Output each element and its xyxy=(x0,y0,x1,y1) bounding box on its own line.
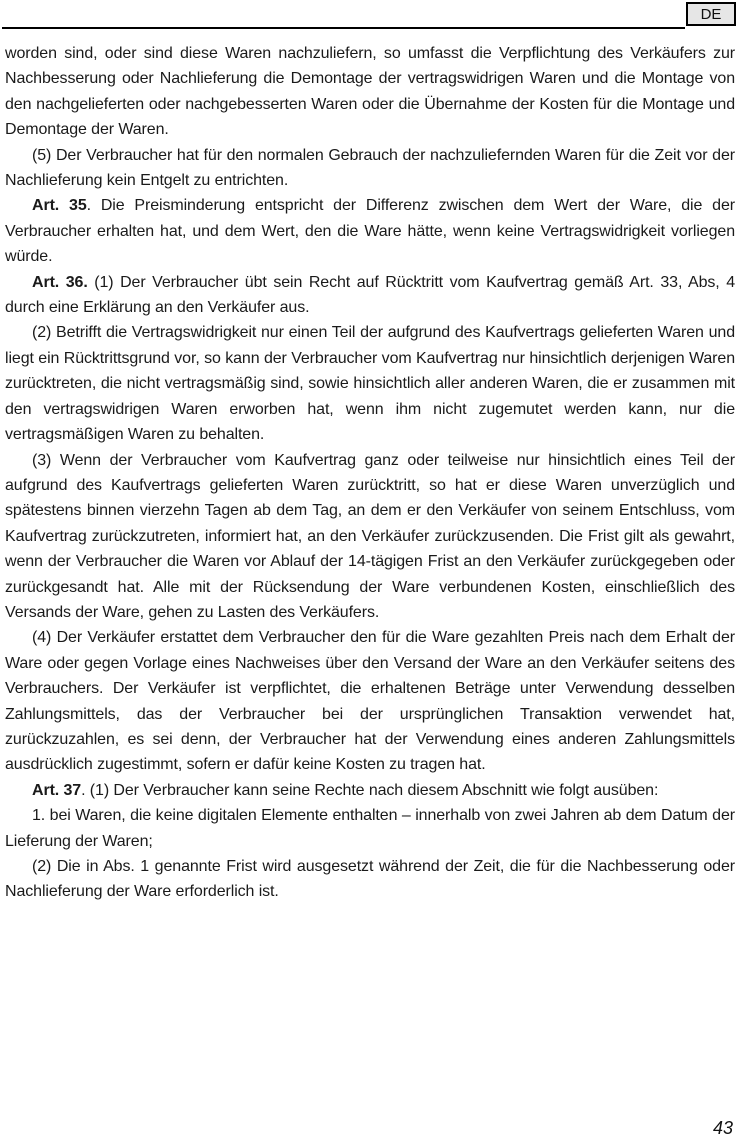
paragraph xyxy=(5,41,735,143)
language-badge xyxy=(686,2,736,26)
paragraph-text: (1) Der Verbraucher übt sein Recht auf Rücktritt vom Kaufvertrag gemäß Art. 33, Abs, 4 durch eine Erklärung an den Verkäufer aus. xyxy=(5,273,735,317)
paragraph-text: (3) Wenn der Verbraucher vom Kaufvertrag ganz oder teilweise nur hinsichtlich eines Teil der aufgrund des Kaufvertrags gelieferten Waren zurücktritt, so hat er diese Waren unverzüglich und spätestens binnen vierzehn Tagen ab dem Tag, an dem er den Verkäufer von seinem Entschluss, vom Kaufvertrag zurückzutreten, informiert hat, an den Verkäufer zurückzusenden. Die Frist gilt als gewahrt, wenn der Verbraucher die Waren vor Ablauf der 14-tägigen Frist an den Verkäufer zurückgegeben oder zurückgesandt hat. Alle mit der Rücksendung der Ware verbundenen Kosten, einschließlich des Versands der Ware, gehen zu Lasten des Verkäufers. xyxy=(5,451,735,621)
page-number: 43 xyxy=(712,1118,733,1138)
paragraph xyxy=(5,854,735,905)
paragraph xyxy=(5,448,735,626)
language-badge-label: DE xyxy=(700,5,722,23)
paragraph xyxy=(5,803,735,854)
document-body xyxy=(0,29,740,905)
paragraph xyxy=(5,270,735,321)
paragraph xyxy=(5,193,735,269)
paragraph-text: (5) Der Verbraucher hat für den normalen Gebrauch der nachzuliefernden Waren für die Zeit vor der Nachlieferung kein Entgelt zu entrichten. xyxy=(5,146,735,190)
paragraph-text: (2) Betrifft die Vertragswidrigkeit nur einen Teil der aufgrund des Kaufvertrags gelieferten Waren und liegt ein Rücktrittsgrund vor, so kann der Verbraucher vom Kaufvertrag nur hinsichtlich derjenigen Waren zurücktreten, die nicht vertragsmäßig sind, sowie hinsichtlich aller anderen Waren, die er zusammen mit den vertragswidrigen Waren erworben hat, wenn ihm nicht zugemutet werden kann, nur die vertragsmäßigen Waren zu behalten. xyxy=(5,324,735,444)
page-header xyxy=(0,0,740,29)
paragraph-text: worden sind, oder sind diese Waren nachzuliefern, so umfasst die Verpflichtung des Verkäufers zur Nachbesserung oder Nachlieferung die Demontage der vertragswidrigen Waren und die Montage von den nachgelieferten oder nachgebesserten Waren oder die Übernahme der Kosten für die Montage und Demontage der Waren. xyxy=(5,45,735,139)
paragraph-text: (4) Der Verkäufer erstattet dem Verbraucher den für die Ware gezahlten Preis nach dem Erhalt der Ware oder gegen Vorlage eines Nachweises über den Versand der Ware an den Verkäufer seitens des Verbrauchers. Der Verkäufer ist verpflichtet, die erhaltenen Beträge unter Verwendung desselben Zahlungsmittels, das der Verbraucher bei der ursprünglichen Transaktion verwendet hat, zurückzuzahlen, es sei denn, der Verbraucher hat der Verwendung eines anderen Zahlungsmittels ausdrücklich zugestimmt, sofern er dafür keine Kosten zu tragen hat. xyxy=(5,629,735,774)
paragraph-text: 1. bei Waren, die keine digitalen Elemente enthalten – innerhalb von zwei Jahren ab dem Datum der Lieferung der Waren; xyxy=(5,807,735,850)
header-rule xyxy=(2,27,685,29)
paragraph xyxy=(5,143,735,194)
paragraph-text: . (1) Der Verbraucher kann seine Rechte nach diesem Abschnitt wie folgt ausüben: xyxy=(81,781,659,799)
paragraph xyxy=(5,778,735,803)
paragraph xyxy=(5,625,735,777)
paragraph xyxy=(5,320,735,447)
paragraph-text: . Die Preisminderung entspricht der Differenz zwischen dem Wert der Ware, die der Verbraucher erhalten hat, und dem Wert, den die Ware hätte, wenn keine Vertragswidrigkeit vorliegen würde. xyxy=(5,197,735,266)
article-label: Art. 35 xyxy=(32,197,87,215)
article-label: Art. 37 xyxy=(32,781,82,799)
paragraph-text: (2) Die in Abs. 1 genannte Frist wird ausgesetzt während der Zeit, die für die Nachbesserung oder Nachlieferung der Ware erforderlich ist. xyxy=(5,858,735,901)
article-label: Art. 36. xyxy=(32,273,88,291)
